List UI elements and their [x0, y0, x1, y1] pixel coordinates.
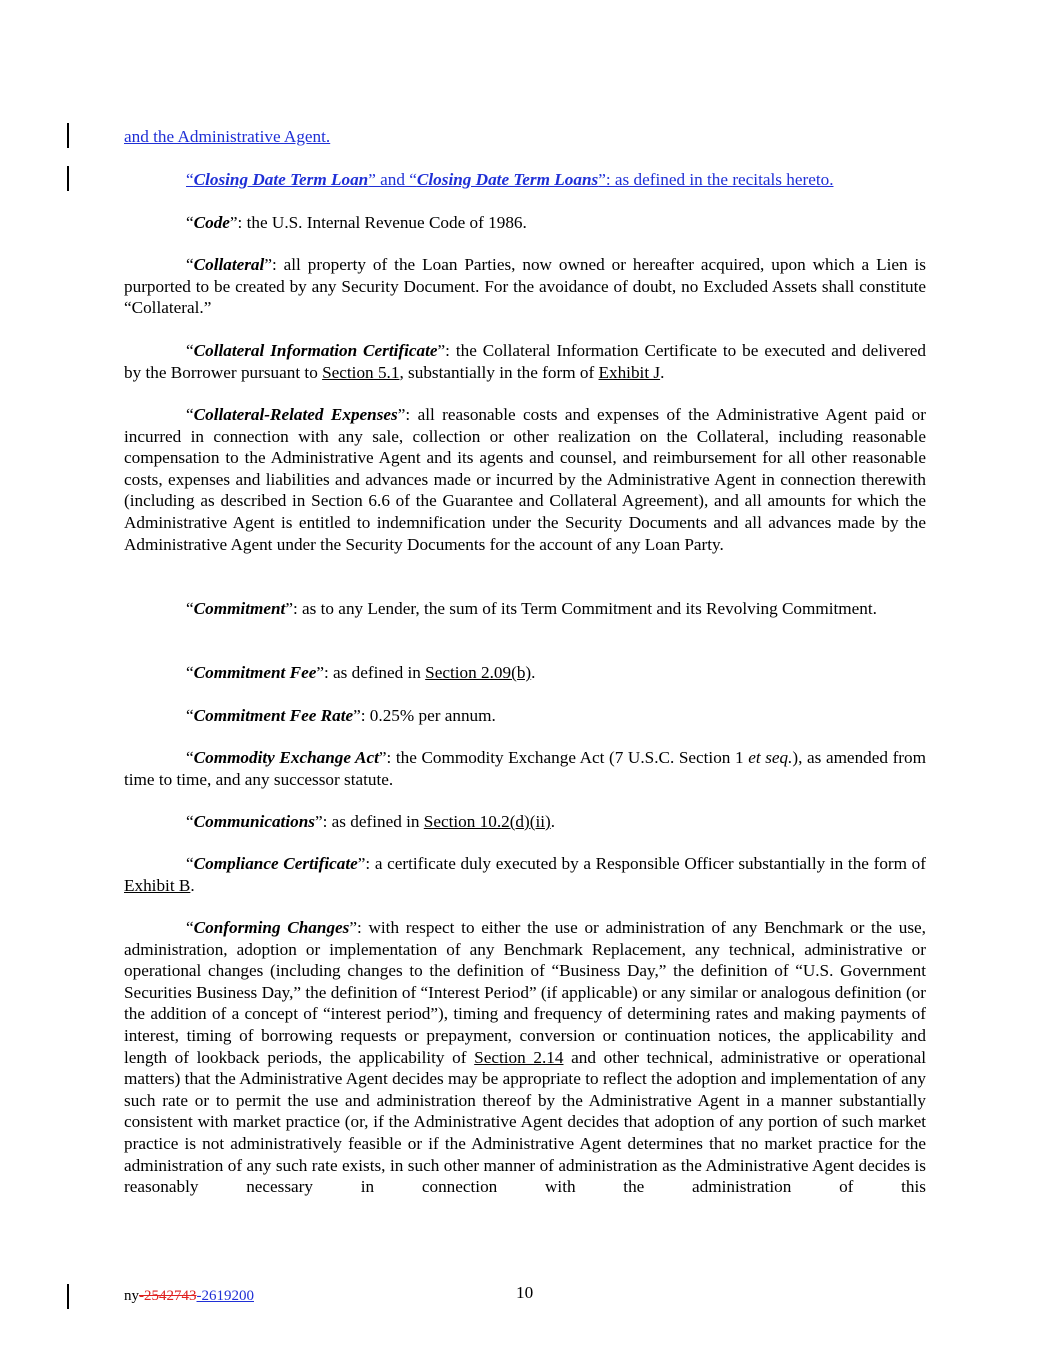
page-number: 10 — [516, 1283, 534, 1302]
defined-term: Closing Date Term Loan — [193, 170, 369, 189]
change-bar — [67, 1284, 69, 1309]
inserted-id: -2619200 — [196, 1288, 254, 1304]
defined-term: Code — [193, 213, 230, 232]
definition-commodity-exchange-act: “Commodity Exchange Act”: the Commodity Exchange Act (7 U.S.C. Section 1 et seq.), as amended from time to time, and any successor statute. — [124, 748, 926, 789]
definition-commitment-fee: “Commitment Fee”: as defined in Section 2.09(b). — [186, 663, 536, 682]
defined-term: Collateral-Related Expenses — [193, 405, 398, 424]
defined-term: Collateral — [193, 255, 265, 274]
definition-compliance-certificate: “Compliance Certificate”: a certificate duly executed by a Responsible Officer substantially in the form of Exhibit B. — [124, 854, 926, 895]
defined-term: Commitment — [193, 599, 286, 618]
definition-collateral: “Collateral”: all property of the Loan Parties, now owned or hereafter acquired, upon which a Lien is purported to be created by any Security Document. For the avoidance of doubt, no Excluded Assets shall constitute “Collateral.” — [124, 255, 926, 318]
definition-code: “Code”: the U.S. Internal Revenue Code of 1986. — [186, 213, 527, 232]
defined-term: Conforming Changes — [193, 918, 350, 937]
change-bar — [67, 166, 69, 191]
document-id: ny-2542743-2619200 — [124, 1288, 254, 1304]
definition-collateral-related-expenses: “Collateral-Related Expenses”: all reasonable costs and expenses of the Administrative Agent paid or incurred in connection with any sale, collection or other realization on the Collateral, including reasonable compensation to the Administrative Agent and its agents and counsel, and reimbursement for all other reasonable costs, expenses and liabilities and advances made or incurred by the Administrative Agent in connection therewith (including as described in Section 6.6 of the Guarantee and Collateral Agreement), and all amounts for which the Administrative Agent is entitled to indemnification under the Security Documents and all advances made by the Administrative Agent under the Security Documents for the account of any Loan Party. — [124, 405, 926, 554]
deleted-id: -2542743 — [139, 1288, 197, 1304]
cross-reference: Section 2.14 — [474, 1047, 564, 1067]
defined-term: Communications — [193, 812, 315, 831]
defined-term: Closing Date Term Loans — [416, 170, 599, 189]
definition-closing-date-term-loan: “Closing Date Term Loan” and “Closing Date Term Loans”: as defined in the recitals hereto. — [186, 170, 834, 189]
defined-term: Commitment Fee — [193, 663, 317, 682]
defined-term: Collateral Information Certificate — [193, 341, 438, 360]
change-bar — [67, 123, 69, 148]
cross-reference: Exhibit J — [598, 362, 661, 382]
cross-reference: Section 2.09(b) — [425, 663, 532, 682]
definition-commitment: “Commitment”: as to any Lender, the sum of its Term Commitment and its Revolving Commitment. — [186, 599, 877, 618]
cross-reference: Section 10.2(d)(ii) — [423, 812, 551, 831]
cross-reference: Exhibit B — [124, 875, 191, 895]
cross-reference: Section 5.1 — [322, 362, 400, 382]
definition-commitment-fee-rate: “Commitment Fee Rate”: 0.25% per annum. — [186, 706, 496, 725]
defined-term: Compliance Certificate — [193, 854, 358, 873]
definition-communications: “Communications”: as defined in Section 10.2(d)(ii). — [186, 812, 556, 831]
definition-collateral-information-certificate: “Collateral Information Certificate”: the Collateral Information Certificate to be executed and delivered by the Borrower pursuant to Section 5.1, substantially in the form of Exhibit J. — [124, 341, 926, 382]
defined-term: Commodity Exchange Act — [193, 748, 379, 767]
defined-term: Commitment Fee Rate — [193, 706, 354, 725]
definition-conforming-changes: “Conforming Changes”: with respect to either the use or administration of any Benchmark or the use, administration, adoption or implementation of any Benchmark Replacement, any technical, administrative or operational changes (including changes to the definition of “Business Day,” the definition of “U.S. Government Securities Business Day,” the definition of “Interest Period” (if applicable) or any similar or analogous definition (or the addition of a concept of “interest period”), timing and frequency of determining rates and making payments of interest, timing of borrowing requests or prepayment, conversion or continuation notices, the applicability and length of lookback periods, the applicability of Section 2.14 and other technical, administrative or operational matters) that the Administrative Agent decides may be appropriate to reflect the adoption and implementation of any such rate or to permit the use and administration thereof by the Administrative Agent in a manner substantially consistent with market practice (or, if the Administrative Agent decides that adoption of any portion of such market practice is not administratively feasible or if the Administrative Agent determines that no market practice for the administration of any such rate exists, in such other manner of administration as the Administrative Agent decides is reasonably necessary in connection with the administration of this — [124, 918, 926, 1197]
paragraph-continuation: and the Administrative Agent. — [124, 127, 331, 146]
